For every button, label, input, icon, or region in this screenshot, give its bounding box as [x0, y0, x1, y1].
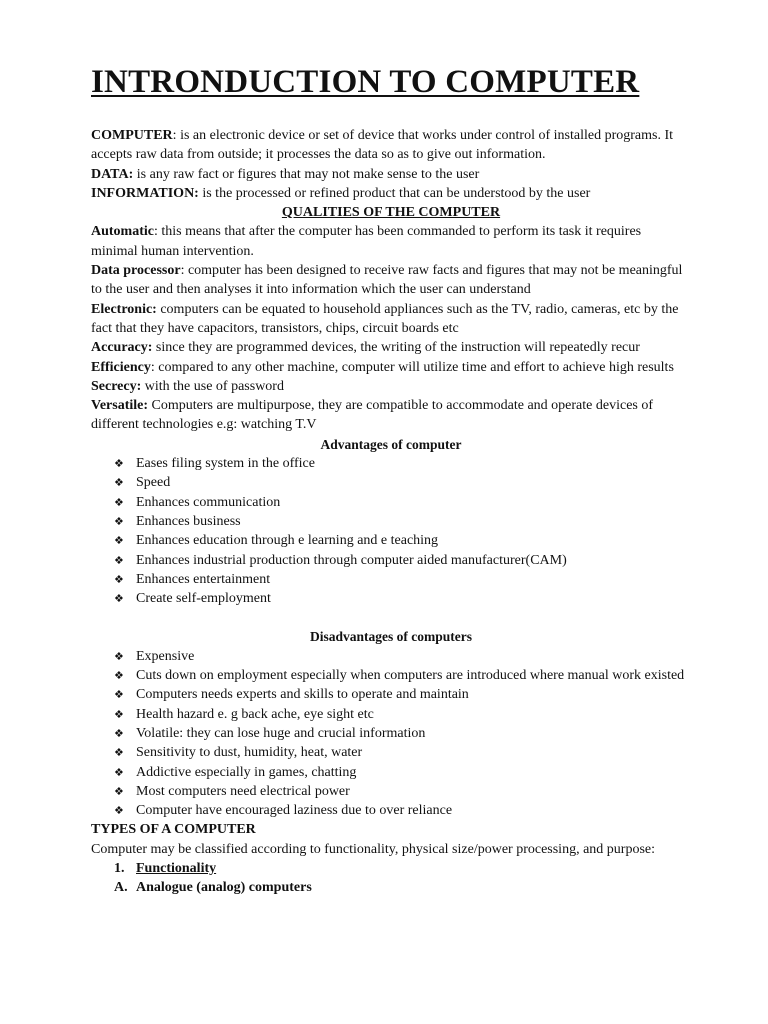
quality-term: Versatile:: [91, 398, 149, 414]
item-marker: 1.: [114, 860, 125, 876]
quality-text: : computer has been designed to receive raw facts and figures that may not be meaningful to the user and then analyses it into information which the user can understand: [91, 263, 683, 298]
quality-item: [91, 338, 691, 357]
list-item: ❖ Sensitivity to dust, humidity, heat, water: [114, 743, 691, 762]
definitions-section: [91, 126, 691, 203]
types-numbered-list: [91, 859, 691, 898]
spacer: [91, 608, 691, 627]
disadvantages-list: [91, 647, 691, 821]
definition-term: INFORMATION:: [91, 185, 199, 201]
list-item: ❖ Eases filing system in the office: [114, 454, 691, 473]
list-item: ❖ Enhances communication: [114, 493, 691, 512]
bullet-diamond-icon: ❖: [114, 457, 124, 471]
types-heading: TYPES OF A COMPUTER: [91, 822, 256, 838]
qualities-section: [91, 222, 691, 434]
bullet-diamond-icon: ❖: [114, 572, 124, 586]
quality-text: since they are programmed devices, the writing of the instruction will repeatedly recur: [152, 340, 640, 356]
definition-term: DATA:: [91, 166, 134, 182]
definition-text: is an electronic device or set of device that works under control of installed programs. It accepts raw data from outside; it processes the data so as to give out information.: [91, 128, 674, 163]
list-item: ❖ Health hazard e. g back ache, eye sight etc: [114, 705, 691, 724]
document-title: INTRONDUCTION TO COMPUTER: [91, 64, 640, 100]
qualities-heading: QUALITIES OF THE COMPUTER: [281, 205, 501, 221]
list-item: ❖ Cuts down on employment especially when computers are introduced where manual work existed: [114, 666, 691, 685]
advantages-list: [91, 454, 691, 608]
definition-computer: COMPUTER: is an electronic device or set of device that works under control of installed programs. It accepts raw data from outside; it processes the data so as to give out information.: [91, 128, 674, 163]
definition-term: COMPUTER: [91, 128, 173, 143]
definition-text: is the processed or refined product that can be understood by the user: [198, 185, 591, 201]
quality-text: Computers are multipurpose, they are compatible to accommodate and operate devices of different technologies e.g: watching T.V: [91, 398, 654, 433]
bullet-diamond-icon: ❖: [114, 804, 124, 818]
bullet-diamond-icon: ❖: [114, 688, 124, 702]
quality-item: [91, 300, 691, 339]
list-item: ❖ Enhances entertainment: [114, 570, 691, 589]
document-page: [91, 60, 691, 898]
quality-item: [91, 261, 691, 300]
bullet-diamond-icon: ❖: [114, 649, 124, 663]
quality-term: Automatic: [91, 224, 154, 240]
bullet-diamond-icon: ❖: [114, 726, 124, 740]
quality-item: [91, 377, 691, 396]
bullet-diamond-icon: ❖: [114, 746, 124, 760]
list-item: ❖ Volatile: they can lose huge and crucial information: [114, 724, 691, 743]
list-item: ❖ Enhances industrial production through computer aided manufacturer(CAM): [114, 551, 691, 570]
definition-data: [91, 165, 691, 184]
quality-item: [91, 358, 691, 377]
quality-item: [91, 396, 691, 435]
quality-term: Accuracy:: [91, 340, 153, 356]
bullet-diamond-icon: ❖: [114, 476, 124, 490]
bullet-diamond-icon: ❖: [114, 669, 124, 683]
definition-text: is any raw fact or figures that may not make sense to the user: [133, 166, 480, 182]
types-intro: Computer may be classified according to functionality, physical size/power processing, and purpose:: [91, 841, 655, 857]
quality-term: Secrecy:: [91, 378, 142, 394]
advantages-heading: Advantages of computer: [320, 436, 462, 452]
quality-text: with the use of password: [141, 378, 284, 394]
quality-term: Data processor: [91, 263, 181, 279]
list-item: ❖ Expensive: [114, 647, 691, 666]
bullet-diamond-icon: ❖: [114, 534, 124, 548]
numbered-item: [114, 878, 691, 897]
list-item: ❖ Computers needs experts and skills to operate and maintain: [114, 685, 691, 704]
list-item: ❖ Enhances business: [114, 512, 691, 531]
item-label: Analogue (analog) computers: [136, 880, 312, 896]
list-item: ❖ Addictive especially in games, chatting: [114, 763, 691, 782]
bullet-diamond-icon: ❖: [114, 707, 124, 721]
quality-text: : this means that after the computer has been commanded to perform its task it requires minimal human intervention.: [91, 224, 642, 259]
item-marker: A.: [114, 880, 128, 896]
definition-information: [91, 184, 691, 203]
bullet-diamond-icon: ❖: [114, 765, 124, 779]
list-item: ❖ Most computers need electrical power: [114, 782, 691, 801]
numbered-item: [114, 859, 691, 878]
quality-text: : compared to any other machine, computer will utilize time and effort to achieve high results: [150, 359, 674, 375]
quality-text: computers can be equated to household appliances such as the TV, radio, cameras, etc by the fact that they have capacitors, transistors, chips, circuit boards etc: [91, 301, 679, 336]
item-label: Functionality: [136, 860, 217, 876]
bullet-diamond-icon: ❖: [114, 553, 124, 567]
quality-item: [91, 222, 691, 261]
list-item: ❖ Speed: [114, 473, 691, 492]
list-item: ❖ Enhances education through e learning and e teaching: [114, 531, 691, 550]
bullet-diamond-icon: ❖: [114, 784, 124, 798]
quality-term: Electronic:: [91, 301, 157, 317]
disadvantages-heading: Disadvantages of computers: [310, 629, 472, 645]
bullet-diamond-icon: ❖: [114, 514, 124, 528]
list-item: ❖ Create self-employment: [114, 589, 691, 608]
quality-term: Efficiency: [91, 359, 151, 375]
list-item: ❖ Computer have encouraged laziness due to over reliance: [114, 801, 691, 820]
bullet-diamond-icon: ❖: [114, 592, 124, 606]
bullet-diamond-icon: ❖: [114, 495, 124, 509]
